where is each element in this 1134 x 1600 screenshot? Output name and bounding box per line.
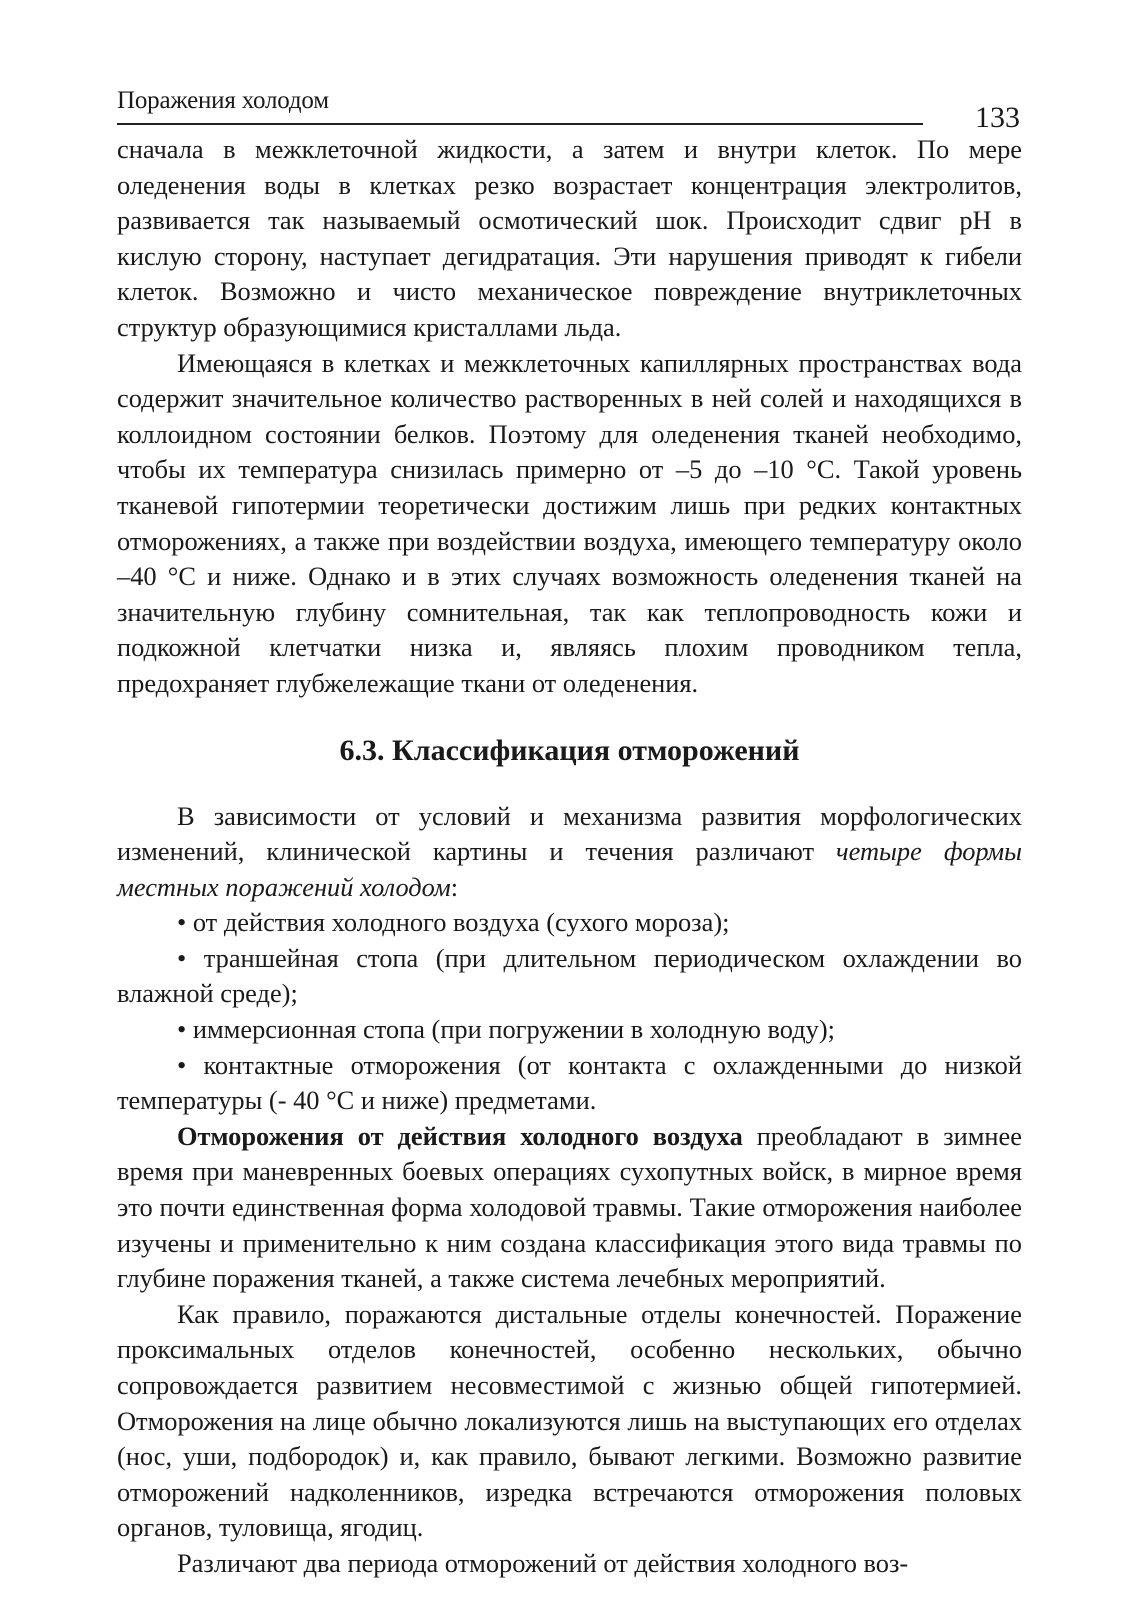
bullet-item-4: • контактные отморожения (от контакта с охлажденными до низкой температуры (- 40 °С и ниже) предметами. (117, 1049, 1022, 1116)
running-header (117, 86, 1022, 132)
paragraph-periods: Различают два периода отморожений от действия холодного воз- (177, 1547, 909, 1578)
header-rule (117, 123, 923, 125)
section-heading: 6.3. Классификация отморожений (339, 733, 800, 767)
bullet-item-3: • иммерсионная стопа (при погружении в холодную воду); (177, 1014, 835, 1045)
cold-air-term: Отморожения от действия холодного воздуха (177, 1120, 743, 1151)
intro-text: В зависимости от условий и механизма развития морфологических изменений, клинической картины и течения различают (117, 800, 1022, 867)
bullet-item-2: • траншейная стопа (при длительном периодическом охлаждении во влажной среде); (117, 942, 1022, 1009)
paragraph-localization: Как правило, поражаются дистальные отделы конечностей. Поражение проксимальных отделов конечностей, особенно нескольких, обычно сопровождается развитием несовместимой с жизнью общей гипотермией. Отморожения на лице обычно локализуются лишь на выступающих его отделах (нос, уши, подбородок) и, как правило, бывают легкими. Возможно развитие отморожений надколенников, изредка встречаются отморожения половых органов, туловища, ягодиц. (117, 1298, 1022, 1543)
paragraph-2: Имеющаяся в клетках и межклеточных капиллярных пространствах вода содержит значительное количество растворенных в ней солей и находящихся в коллоидном состоянии белков. Поэтому для оледенения тканей необходимо, чтобы их температура снизилась примерно от –5 до –10 °С. Такой уровень тканевой гипотермии теоретически достижим лишь при редких контактных отморожениях, а также при воздействии воздуха, имеющего температуру около –40 °С и ниже. Однако и в этих случаях возможность оледенения тканей на значительную глубину сомнительная, так как теплопроводность кожи и подкожной клетчатки низка и, являясь плохим проводником тепла, предохраняет глубжележащие ткани от оледенения. (117, 347, 1022, 698)
book-page (117, 86, 1022, 1582)
paragraph-cold-air (117, 1119, 1022, 1297)
intro-colon: : (450, 871, 459, 902)
paragraph-1: сначала в межклеточной жидкости, а затем и внутри клеток. По мере оледенения воды в клетках резко возрастает концентрация электролитов, развивается так называемый осмотический шок. Происходит сдвиг рН в кислую сторону, наступает дегидратация. Эти нарушения приводят к гибели клеток. Возможно и чисто механическое повреждение внутриклеточных структур образующимися кристаллами льда. (117, 134, 1022, 342)
body-text (117, 132, 1022, 1582)
bullet-item-1: • от действия холодного воздуха (сухого мороза); (177, 907, 730, 938)
intro-emphasis: четыре формы местных поражений холодом (117, 836, 1022, 902)
running-title: Поражения холодом (117, 87, 329, 114)
page-number: 133 (975, 101, 1020, 134)
classification-intro (117, 799, 1022, 906)
cold-air-text: преобладают в зимнее время при маневренных боевых операциях сухопутных войск, в мирное время это почти единственная форма холодовой травмы. Такие отморожения наиболее изучены и применительно к ним создана классификация этого вида травмы по глубине поражения тканей, а также система лечебных мероприятий. (117, 1120, 1022, 1294)
